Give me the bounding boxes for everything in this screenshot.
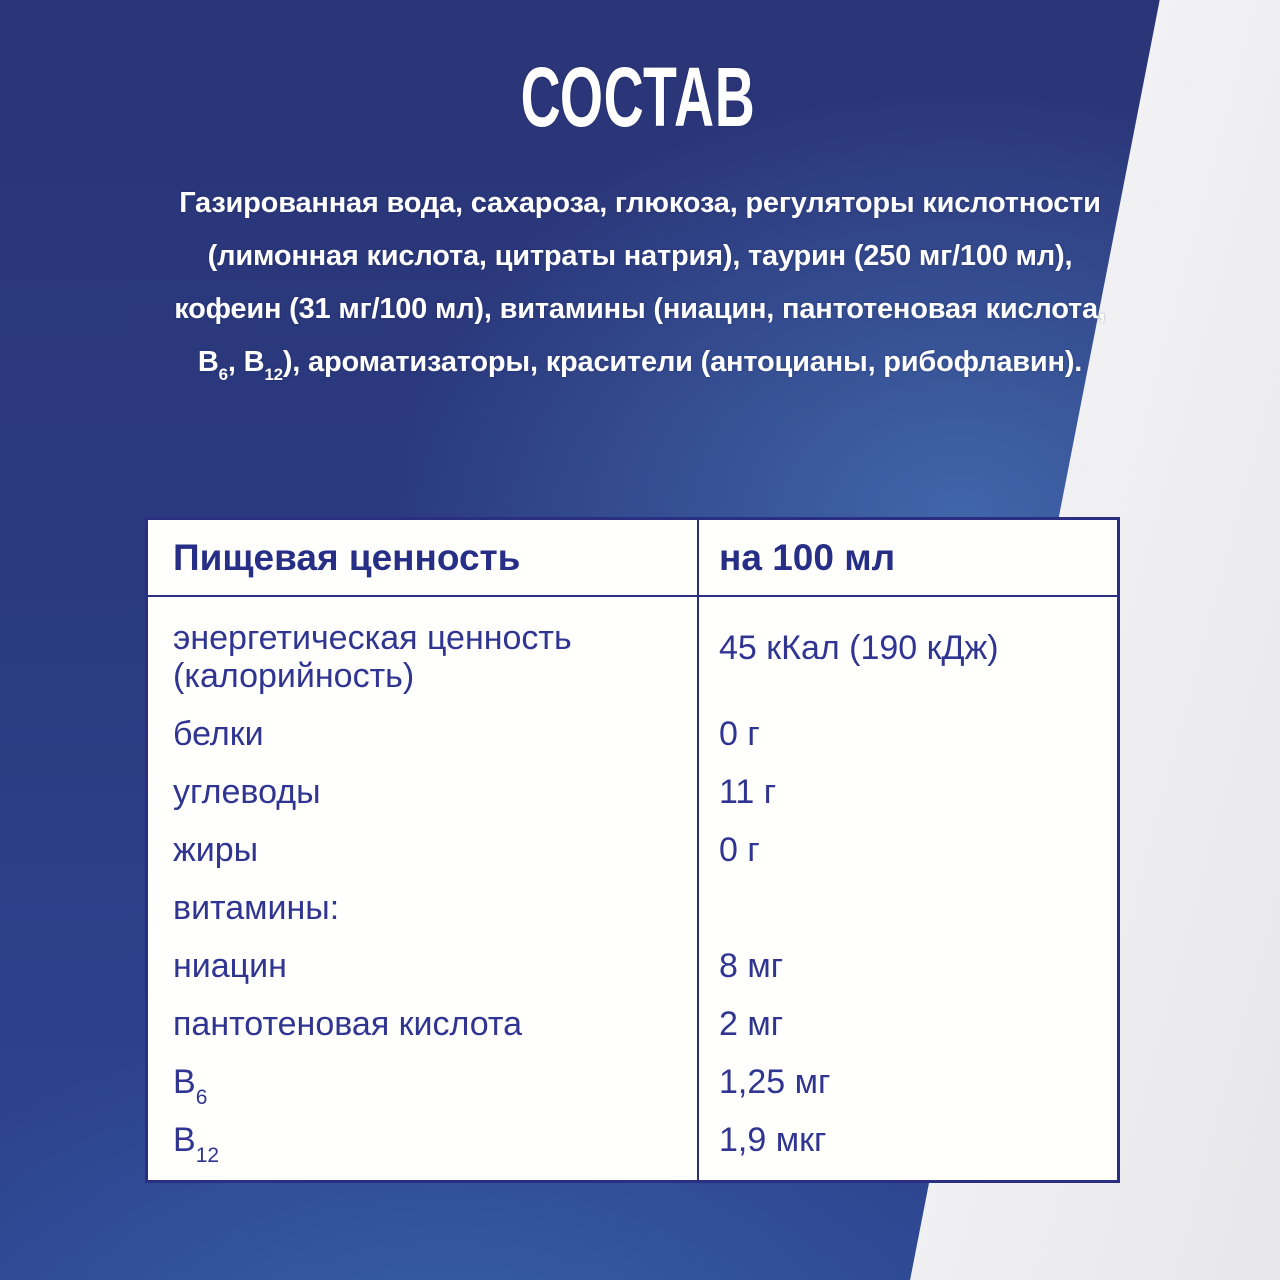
- row-label-text: пантотеновая кислота: [173, 1005, 523, 1043]
- vitamin-b6-subscript: 6: [218, 365, 228, 384]
- row-label: [148, 825, 697, 869]
- row-value: 45 кКал (190 кДж): [719, 629, 999, 667]
- table-row-vitamins-heading: [148, 883, 1117, 941]
- row-value: 11 г: [719, 773, 777, 811]
- row-label: [148, 767, 697, 811]
- table-row-energy: [148, 613, 1117, 709]
- row-value: 0 г: [719, 715, 760, 753]
- table-column-divider: [697, 520, 699, 1180]
- vitamin-b12-subscript: 12: [264, 365, 283, 384]
- table-header-nutrition: Пищевая ценность: [173, 536, 521, 578]
- ingredients-line-1: Газированная вода, сахароза, глюкоза, регуляторы кислотности: [179, 187, 1101, 219]
- table-row-pantothenic-acid: [148, 999, 1117, 1057]
- nutrition-table: [145, 517, 1120, 1183]
- ingredients-line-4-tail: ), ароматизаторы, красители (антоцианы, рибофлавин).: [282, 346, 1083, 378]
- row-label: [148, 883, 697, 927]
- row-value: 1,9 мкг: [719, 1121, 827, 1159]
- row-label: [148, 941, 697, 985]
- row-value: [697, 883, 719, 889]
- table-row-fat: [148, 825, 1117, 883]
- row-label: [148, 709, 697, 753]
- table-body: [148, 597, 1117, 1173]
- vitamin-b6-text: B: [197, 346, 219, 378]
- row-label-text: энергетическая ценность (калорийность): [173, 619, 572, 695]
- table-row-carbs: [148, 767, 1117, 825]
- table-row-niacin: [148, 941, 1117, 999]
- row-value: 2 мг: [719, 1005, 784, 1043]
- vitamin-b12-text: , B: [227, 346, 265, 378]
- row-label-text: белки: [173, 715, 264, 753]
- row-value: 0 г: [719, 831, 760, 869]
- row-label: [148, 999, 697, 1043]
- row-label-text: витамины:: [173, 889, 340, 927]
- ingredients-line-3: кофеин (31 мг/100 мл), витамины (ниацин, пантотеновая кислота,: [174, 293, 1106, 325]
- table-row-vitamin-b6: [148, 1057, 1117, 1115]
- ingredients-line-2: (лимонная кислота, цитраты натрия), таурин (250 мг/100 мл),: [207, 240, 1073, 272]
- row-label: [148, 613, 697, 695]
- row-value: 1,25 мг: [719, 1063, 831, 1101]
- table-row-vitamin-b12: [148, 1115, 1117, 1173]
- row-label: [148, 1057, 697, 1109]
- table-row-protein: [148, 709, 1117, 767]
- table-header-row: [148, 520, 1117, 597]
- row-label-text: углеводы: [173, 773, 321, 811]
- page-title: СОСТАВ: [520, 50, 756, 144]
- row-label: [148, 1115, 697, 1167]
- row-value: 8 мг: [719, 947, 784, 985]
- ingredients-paragraph: [90, 177, 1190, 389]
- row-label-text: ниацин: [173, 947, 287, 985]
- row-label-text: жиры: [173, 831, 259, 869]
- table-header-per-100ml: на 100 мл: [719, 536, 896, 578]
- row-label-text: B: [173, 1063, 196, 1101]
- row-label-text: B: [173, 1121, 196, 1159]
- row-label-subscript: 6: [195, 1086, 208, 1109]
- row-label-subscript: 12: [195, 1144, 220, 1167]
- ingredients-line-4: [90, 336, 1190, 389]
